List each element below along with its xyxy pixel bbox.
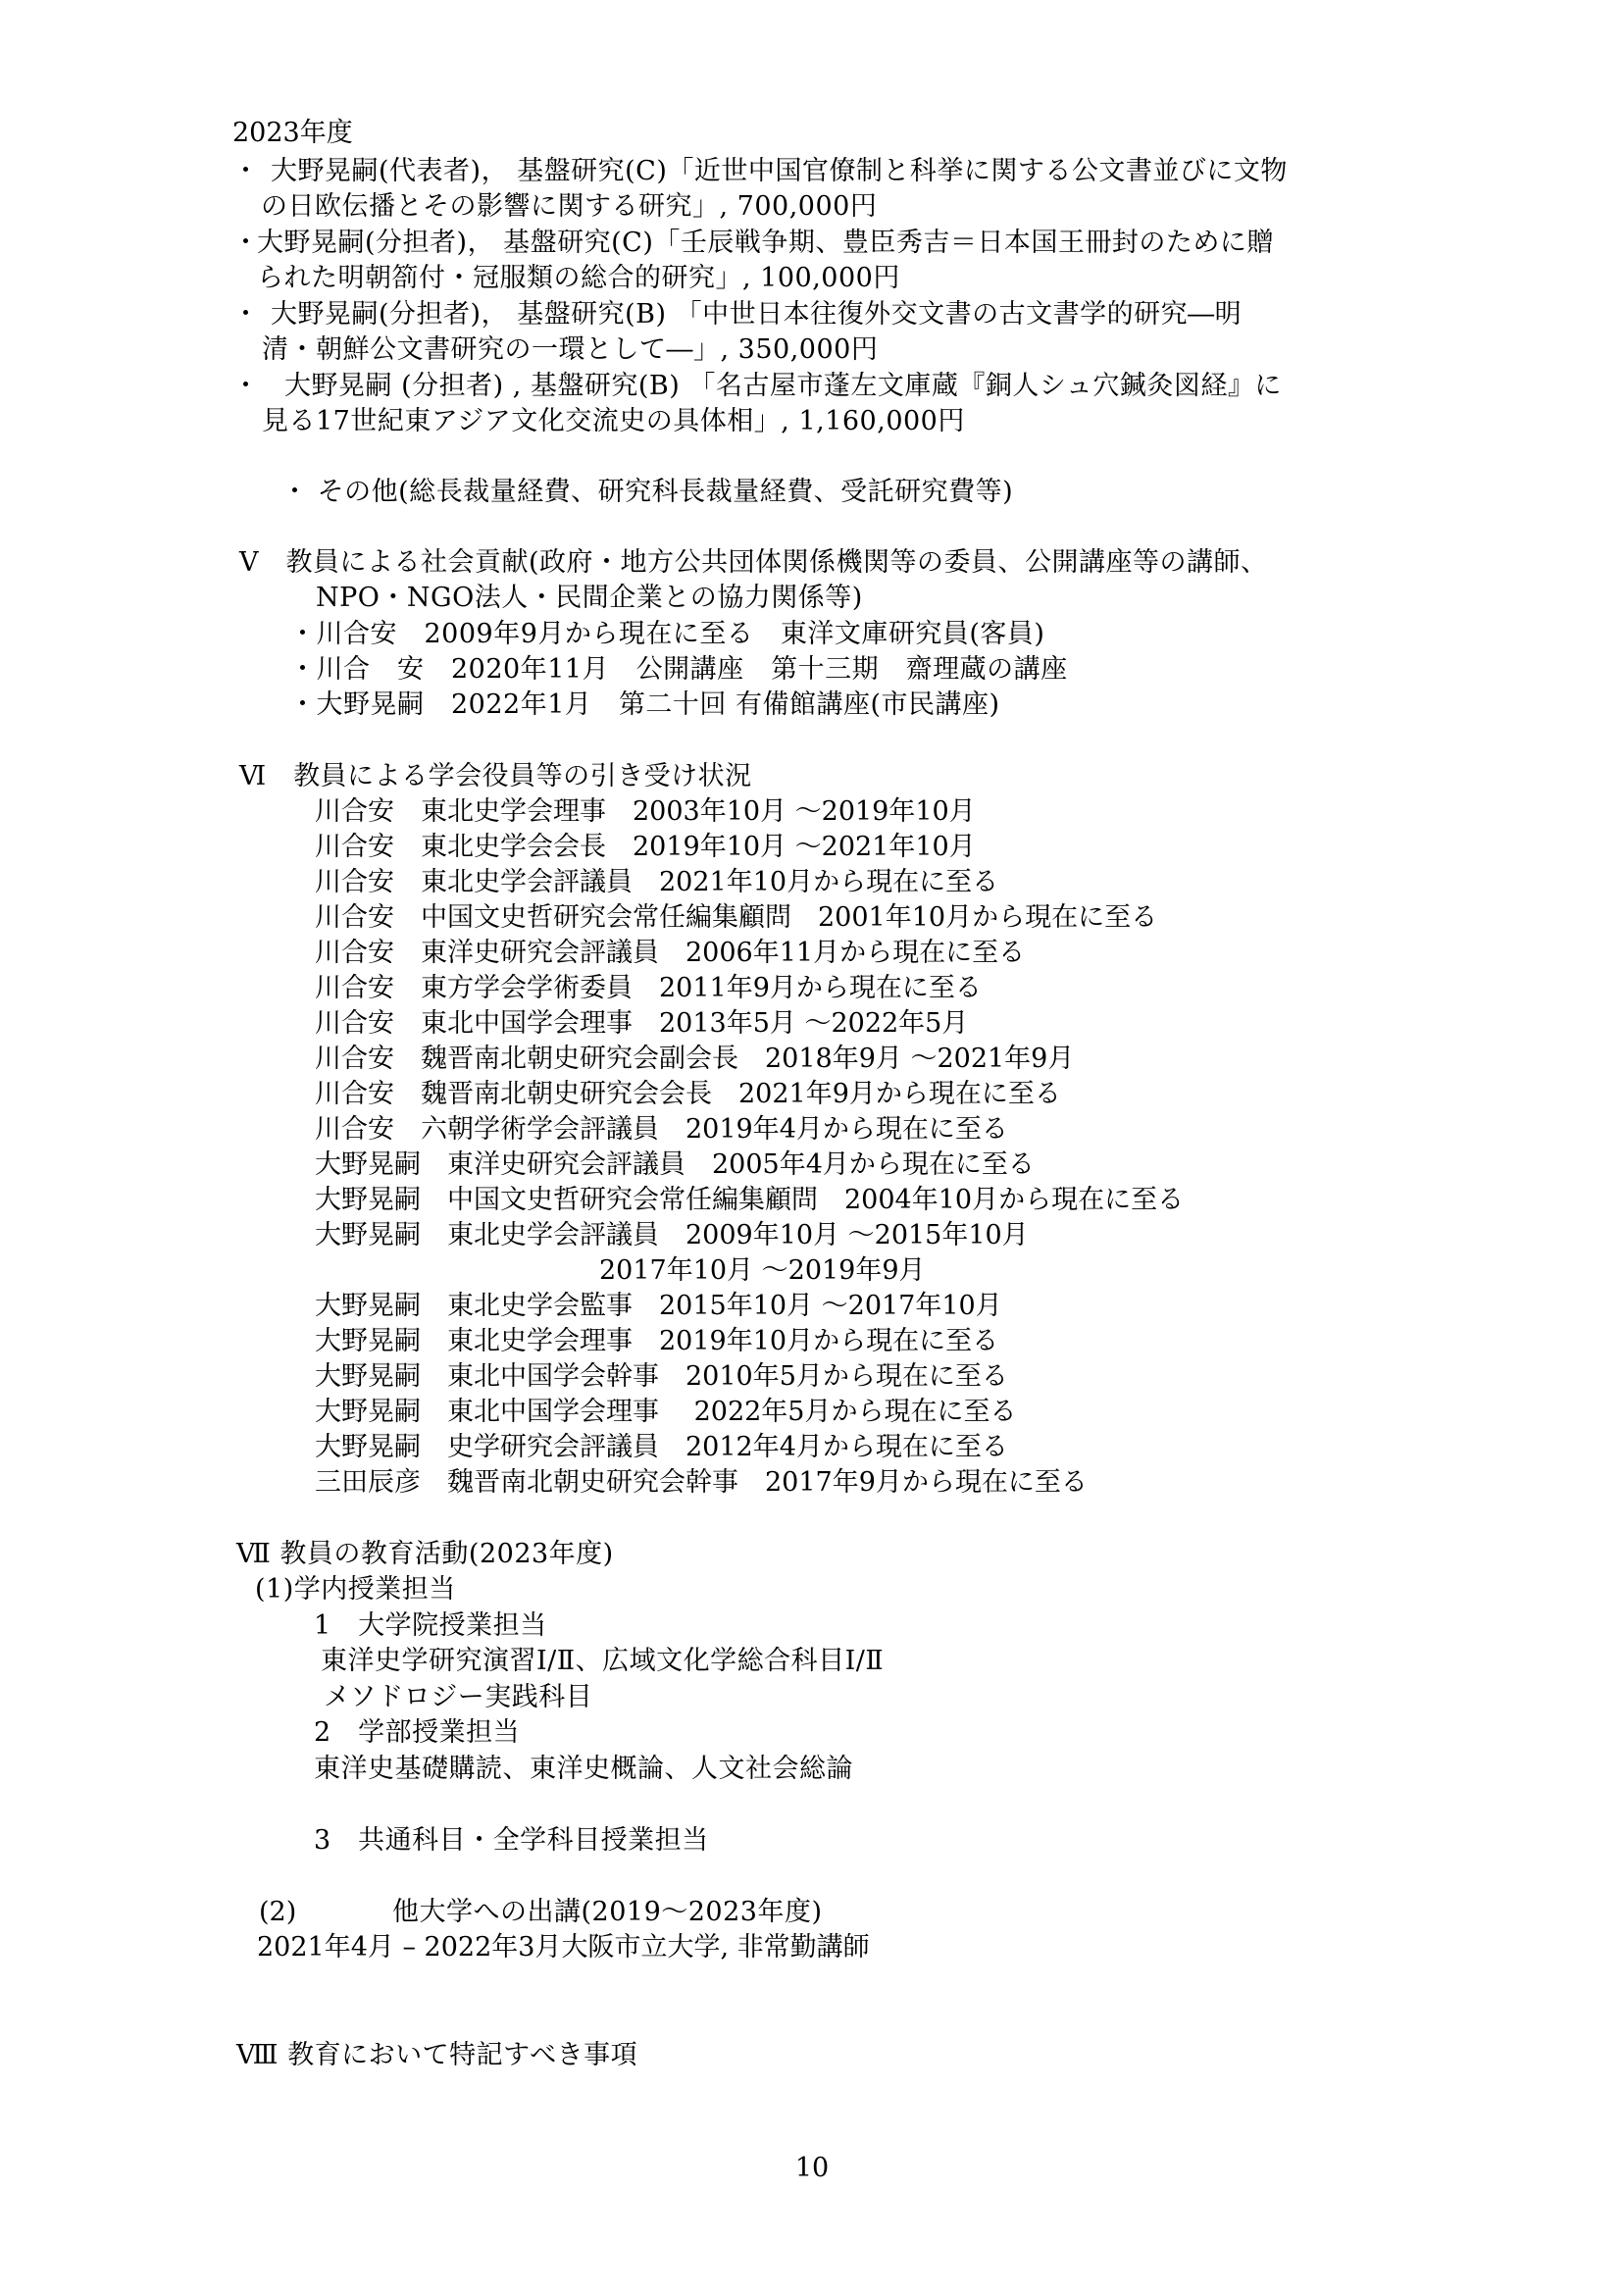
list-item: 大野晃嗣 中国文史哲研究会常任編集顧問 2004年10月から現在に至る [315,1185,1185,1215]
lecture-line: 2021年4月 – 2022年3月大阪市立大学, 非常勤講師 [257,1932,870,1963]
list-item: 川合安 六朝学術学会評議員 2019年4月から現在に至る [315,1114,1008,1145]
list-item: 川合安 東洋史研究会評議員 2006年11月から現在に至る [315,938,1026,968]
section-vii-title: Ⅶ 教員の教育活動(2023年度) [236,1539,614,1569]
list-item-continuation: 2017年10月 〜2019年9月 [599,1255,926,1286]
grant-line: の日欧伝播とその影響に関する研究」, 700,000円 [261,191,878,222]
list-item: 大野晃嗣 東北中国学会幹事 2010年5月から現在に至る [315,1361,1008,1392]
list-item: 川合安 魏晋南北朝史研究会副会長 2018年9月 〜2021年9月 [315,1044,1075,1074]
subsection-heading: 3 共通科目・全学科目授業担当 [314,1825,709,1856]
list-item: 川合安 東北史学会理事 2003年10月 〜2019年10月 [315,796,976,827]
grant-bullet: ・ [232,228,259,258]
list-item: ・川合 安 2020年11月 公開講座 第十三期 齋理蔵の講座 [289,654,1068,685]
list-item: ・川合安 2009年9月から現在に至る 東洋文庫研究員(客員) [289,619,1045,649]
list-item: 川合安 魏晋南北朝史研究会会長 2021年9月から現在に至る [315,1079,1061,1109]
course-line: 東洋史学研究演習Ⅰ/Ⅱ、広域文化学総合科目Ⅰ/Ⅱ [321,1646,885,1676]
list-item: 大野晃嗣 東北史学会評議員 2009年10月 〜2015年10月 [315,1220,1029,1250]
grant-line: 大野晃嗣(分担者)， 基盤研究(B) 「中世日本往復外交文書の古文書学的研究―明 [271,299,1243,330]
list-item: 川合安 東方学会学術委員 2011年9月から現在に至る [315,973,982,1003]
grant-bullet: ・ [232,371,259,401]
list-item: 大野晃嗣 東北史学会監事 2015年10月 〜2017年10月 [315,1291,1002,1321]
subsection-title: (1)学内授業担当 [255,1574,456,1605]
year-heading: 2023年度 [232,118,353,148]
list-item: 大野晃嗣 東洋史研究会評議員 2005年4月から現在に至る [315,1149,1035,1180]
list-item: 川合安 東北史学会評議員 2021年10月から現在に至る [315,867,999,897]
grant-bullet: ・ [232,156,259,186]
grant-line: 清・朝鮮公文書研究の一環として―」, 350,000円 [262,334,879,365]
grant-line: 大野晃嗣(分担者)， 基盤研究(C)「壬辰戦争期、豊臣秀吉＝日本国王冊封のために贈 [257,228,1274,258]
list-item: 川合安 東北史学会会長 2019年10月 〜2021年10月 [315,832,976,862]
course-line: 東洋史基礎購読、東洋史概論、人文社会総論 [314,1754,853,1784]
subsection-heading: 2 学部授業担当 [314,1717,521,1748]
list-item: 三田辰彦 魏晋南北朝史研究会幹事 2017年9月から現在に至る [315,1467,1088,1498]
grant-line: 大野晃嗣(代表者)， 基盤研究(C)「近世中国官僚制と科挙に関する公文書並びに文物 [271,156,1288,186]
course-line: メソドロジー実践科目 [324,1682,593,1712]
section-vi-title: Ⅵ 教員による学会役員等の引き受け状況 [239,761,752,791]
section-v-title-cont: NPO・NGO法人・民間企業との協力関係等) [316,583,863,613]
grant-bullet: ・ [232,299,259,330]
subsection-title: 他大学への出講(2019〜2023年度) [392,1897,823,1927]
subsection-number: (2) [259,1897,297,1927]
list-item: 大野晃嗣 東北中国学会理事 2022年5月から現在に至る [315,1397,1017,1427]
list-item: ・大野晃嗣 2022年1月 第二十回 有備館講座(市民講座) [289,689,1000,720]
section-viii-title: Ⅷ 教育において特記すべき事項 [236,2040,638,2070]
other-funding: ・ その他(総長裁量経費、研究科長裁量経費、受託研究費等) [281,477,1014,507]
page-number: 10 [794,2153,830,2183]
grant-line: 見る17世紀東アジア文化交流史の具体相」, 1,160,000円 [262,406,965,436]
list-item: 大野晃嗣 東北史学会理事 2019年10月から現在に至る [315,1326,999,1356]
list-item: 川合安 中国文史哲研究会常任編集顧問 2001年10月から現在に至る [315,902,1158,933]
list-item: 大野晃嗣 史学研究会評議員 2012年4月から現在に至る [315,1432,1008,1462]
grant-line: 大野晃嗣 (分担者) , 基盤研究(B) 「名古屋市蓬左文庫蔵『銅人シュ穴鍼灸図経』に [284,371,1282,401]
list-item: 川合安 東北中国学会理事 2013年5月 〜2022年5月 [315,1008,969,1039]
subsection-heading: 1 大学院授業担当 [314,1610,547,1641]
section-v-title: Ⅴ 教員による社会貢献(政府・地方公共団体関係機関等の委員、公開講座等の講師、 [239,547,1268,578]
grant-line: られた明朝箚付・冠服類の総合的研究」, 100,000円 [257,263,900,293]
